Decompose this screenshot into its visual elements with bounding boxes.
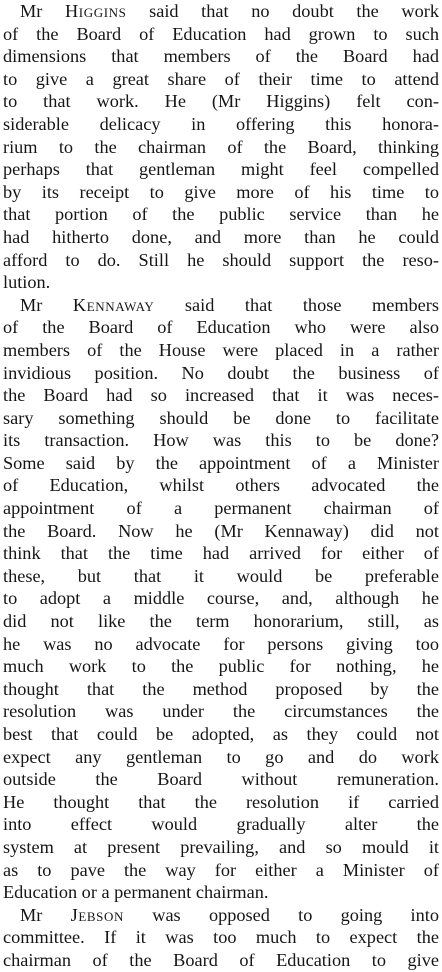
text-line: into effect would gradually alter the — [3, 814, 439, 835]
text-line: Mr Higgins said that no doubt the work — [20, 1, 439, 21]
paragraph-jebson — [3, 904, 439, 972]
text-line: outside the Board without remuneration. — [3, 769, 439, 790]
paragraph-kennaway — [3, 294, 439, 904]
text-line: to give a great share of their time to attend — [3, 68, 439, 89]
text-line: system at present prevailing, and so mould it — [3, 836, 439, 857]
text-line: members of the House were placed in a rather — [3, 339, 439, 360]
text-line: thought that the method proposed by the — [3, 678, 439, 699]
text-line: think that the time had arrived for either of — [3, 543, 439, 564]
paragraph-higgins — [3, 0, 439, 294]
text-line: he was no advocate for persons giving too — [3, 633, 439, 654]
text-line: resolution was under the circumstances the — [3, 701, 439, 722]
text-line: expect any gentleman to go and do work — [3, 746, 439, 767]
text-line: its transaction. How was this to be done? — [3, 430, 439, 451]
text-line: dimensions that members of the Board had — [3, 46, 439, 67]
text-line: sary something should be done to facilitate — [3, 407, 439, 428]
text-line: these, but that it would be preferable — [3, 565, 439, 586]
text-line: committee. If it was too much to expect the — [3, 927, 439, 948]
text-line: that portion of the public service than he — [3, 204, 439, 225]
text-line: the Board. Now he (Mr Kennaway) did not — [3, 520, 439, 541]
newspaper-column — [3, 0, 439, 972]
text-line: afford to do. Still he should support the reso- — [3, 249, 439, 270]
speaker-name: Jebson — [70, 904, 124, 925]
text-line: of the Board of Education had grown to such — [3, 23, 439, 44]
text-line: best that could be adopted, as they could not — [3, 724, 439, 744]
text-line: siderable delicacy in offering this honora- — [3, 113, 439, 134]
text-line: by its receipt to give more of his time to — [3, 181, 439, 202]
text-line: of Education, whilst others advocated the — [3, 475, 439, 496]
text-line: much work to the public for nothing, he — [3, 656, 439, 677]
text-line: as to pave the way for either a Minister of — [3, 859, 439, 880]
text-line: to that work. He (Mr Higgins) felt con- — [3, 91, 439, 112]
text-line: appointment of a permanent chairman of — [3, 498, 439, 519]
text-line: lution. — [3, 272, 51, 293]
text-line: the Board had so increased that it was neces- — [3, 385, 439, 406]
text-line: had hitherto done, and more than he could — [3, 226, 439, 247]
text-line: perhaps that gentleman might feel compelled — [3, 159, 439, 180]
speaker-name: Kennaway — [72, 294, 155, 315]
text-line: Education or a permanent chairman. — [3, 882, 269, 903]
text-line: Some said by the appointment of a Minister — [3, 452, 439, 473]
text-line: to adopt a middle course, and, although he — [3, 588, 439, 609]
text-line: chairman of the Board of Education to give — [3, 949, 439, 970]
text-line: of the Board of Education who were also — [3, 317, 439, 338]
speaker-name: Higgins — [64, 1, 127, 21]
text-line: did not like the term honorarium, still, as — [3, 611, 439, 632]
text-line: Mr Jebson was opposed to going into — [20, 904, 439, 925]
text-line: rium to the chairman of the Board, thinking — [3, 136, 439, 157]
text-line: invidious position. No doubt the business of — [3, 362, 439, 383]
text-line: He thought that the resolution if carried — [3, 791, 439, 812]
text-line: Mr Kennaway said that those members — [20, 294, 439, 315]
